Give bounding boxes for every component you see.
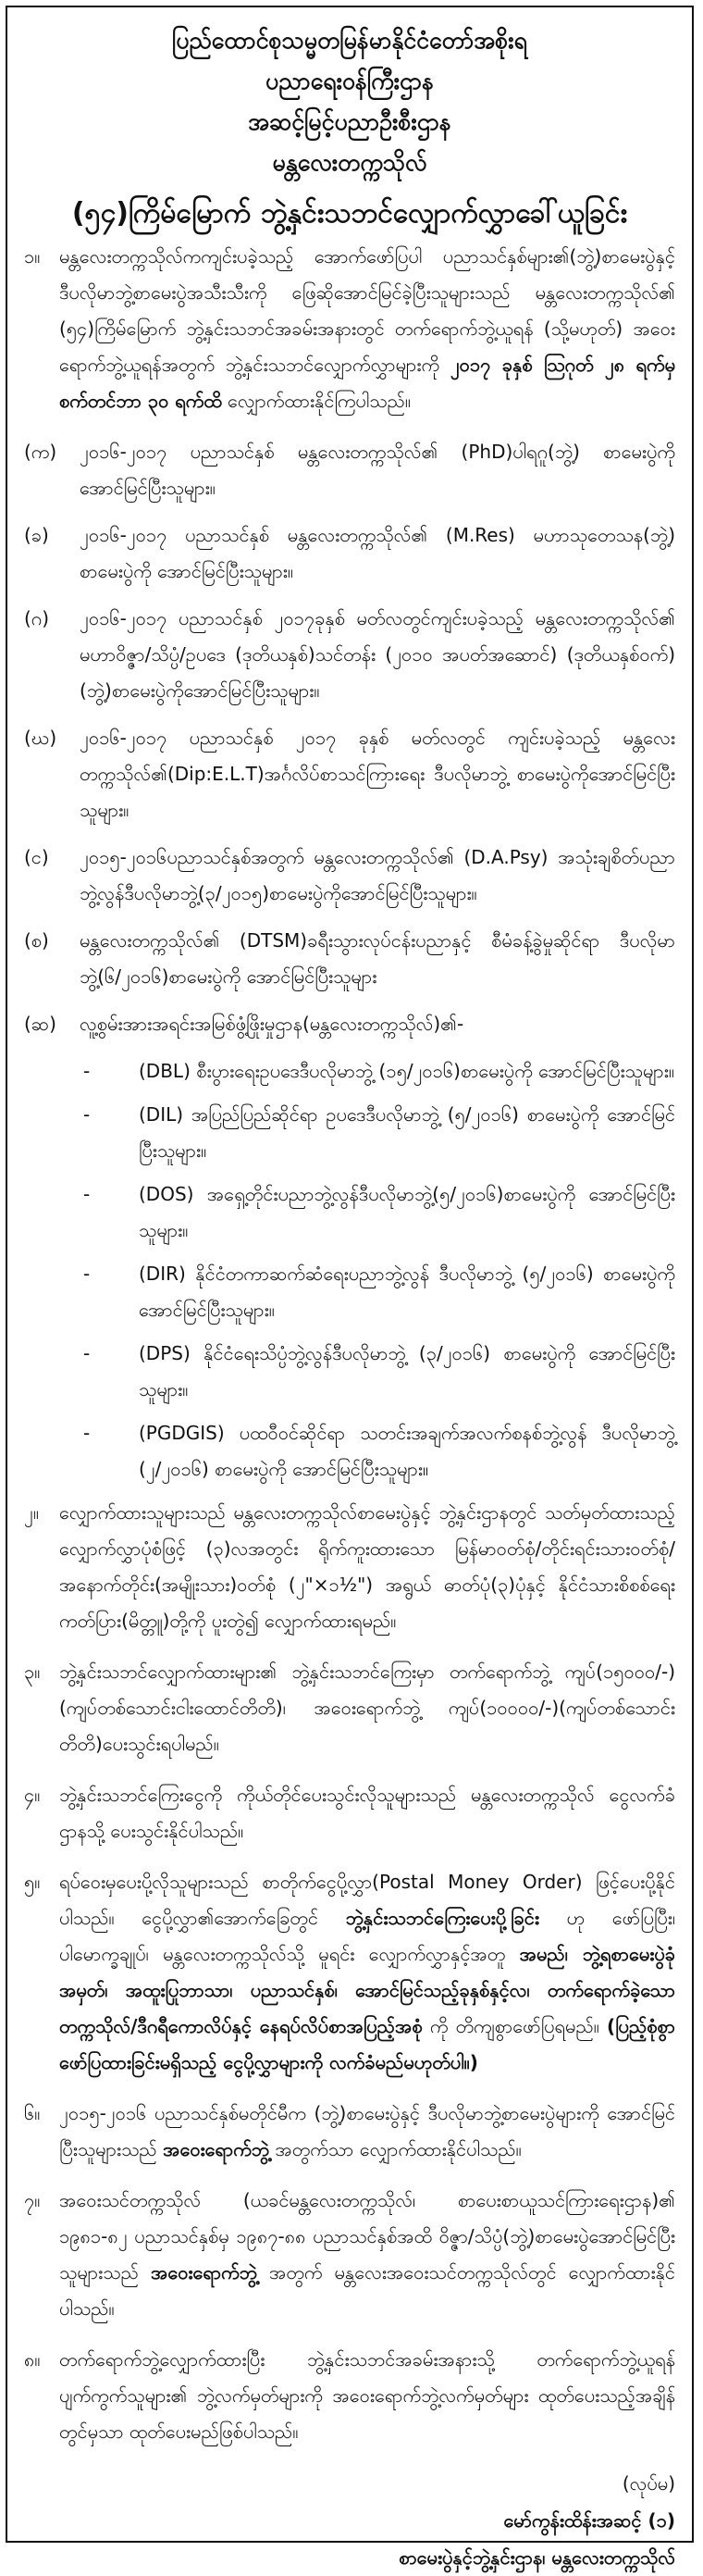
paragraph-text: တက်ရောက်ဘွဲ့လျှောက်ထားပြီး ဘွဲ့နှင်းသဘင်အခမ်းအနားသို့ တက်ရောက်ဘွဲ့ယူရန် ပျက်ကွက်သူများ၏ ဘွဲ့လက်မှတ်များကို အဝေးရောက်ဘွဲ့လက်မှတ်များ ထုတ်ပေးသည့်အချိန်တွင်မှသာ ထုတ်ပေးမည်ဖြစ်ပါသည်။ [59, 2348, 675, 2443]
item-text: ၂၀၁၆-၂၀၁၇ ပညာသင်နှစ် မန္တလေးတက္ကသိုလ်၏ (M.Res) မဟာသုတေသန(ဘွဲ့) စာမေးပွဲကို အောင်မြင်ပြီးသူများ။ [80, 524, 675, 582]
diploma-text: (DPS) နိုင်ငံရေးသိပ္ပံဘွဲ့လွန်ဒီပလိုမာဘွဲ့ (၃/၂၀၁၆) စာမေးပွဲကို အောင်မြင်ပြီးသူများ။ [139, 1342, 675, 1400]
dash-marker: - [83, 1060, 91, 1082]
diploma-text: (DBL) စီးပွားရေးဥပဒေဒီပလိုမာဘွဲ့ (၁၅/၂၀၁၆)စာမေးပွဲကို အောင်မြင်ပြီးသူများ။ [139, 1060, 674, 1082]
item-label: (ခ) [24, 524, 49, 546]
paragraph-number: ၆။ [24, 2102, 41, 2124]
paragraph-number: ၄။ [24, 1784, 41, 1806]
announcement-frame [6, 6, 694, 2569]
paragraph-text: ဘွဲ့နှင်းသဘင်လျှောက်ထားများ၏ ဘွဲ့နှင်းသဘင်ကြေးမှာ တက်ရောက်ဘွဲ့ ကျပ်(၁၅၀၀၀/-) (ကျပ်တစ်သောင်းငါးထောင်တိတိ)၊ အဝေးရောက်ဘွဲ့ ကျပ်(၁၀၀၀၀/-)(ကျပ်တစ်သောင်းတိတိ)ပေးသွင်းရပါမည်။ [59, 1661, 675, 1755]
paragraph-text: လျှောက်ထားနိုင်ကြပါသည်။ [228, 390, 411, 412]
item-label: (စ) [24, 929, 49, 952]
application-period: ၂၀၁၇ ခုနှစ် ဩဂုတ် ၂၈ ရက်မှ စက်တင်ဘာ ၃၀ ရက်ထိ [59, 354, 675, 412]
item-label: (ဃ) [24, 727, 57, 749]
paragraph-text: ရပ်ဝေးမှပေးပို့လိုသူများသည် စာတိုက်ငွေပို့လွှာ(Postal Money Order) ဖြင့်ပေးပို့နိုင်ပါသည်။ ငွေပို့လွှာ၏အောက်ခြေတွင် [59, 1871, 675, 1929]
signatory-office: စာမေးပွဲနှင့်ဘွဲ့နှင်းဌာန၊ မန္တလေးတက္ကသိုလ် [399, 2546, 675, 2569]
paragraph-text: ဘွဲ့နှင်းသဘင်ကြေးငွေကို ကိုယ်တိုင်ပေးသွင်းလိုသူများသည် မန္တလေးတက္ကသိုလ် ငွေလက်ခံဌာနသို့ ပေးသွင်းနိုင်ပါသည်။ [59, 1784, 675, 1842]
paragraph-5 [24, 1864, 675, 2081]
money-order-note: ဘွဲ့နှင်းသဘင်ကြေးပေးပို့ခြင်း [345, 1907, 539, 1929]
paragraph-text: အတွက်သာ လျှောက်ထားနိုင်ပါသည်။ [275, 2138, 522, 2160]
diploma-text: (DOS) အရှေ့တိုင်းပညာဘွဲ့လွန်ဒီပလိုမာဘွဲ့(၅/၂၀၁၆)စာမေးပွဲကို အောင်မြင်ပြီးသူများ။ [139, 1183, 675, 1241]
announcement-body [24, 239, 675, 2576]
diploma-item [83, 1415, 675, 1487]
diploma-text: (DIR) နိုင်ငံတကာဆက်ဆံရေးပညာဘွဲ့လွန် ဒီပလိုမာဘွဲ့ (၅/၂၀၁၆) စာမေးပွဲကို အောင်မြင်ပြီးသူများ။ [139, 1263, 675, 1321]
item-text: ၂၀၁၆-၂၀၁၇ ပညာသင်နှစ် ၂၀၁၇ခုနှစ် မတ်လတွင်ကျင်းပခဲ့သည့် မန္တလေးတက္ကသိုလ်၏ မဟာဝိဇ္ဇာ/သိပ္ပံ/ဥပဒေ (ဒုတိယနှစ်)သင်တန်း (၂၀၁၀ အပတ်အဆောင်) (ဒုတိယနှစ်ဝက်) (ဘွဲ့)စာမေးပွဲကိုအောင်မြင်ပြီးသူများ။ [80, 607, 675, 702]
department-title: အဆင့်မြင့်ပညာဦးစီးဌာန [248, 108, 451, 135]
paragraph-8 [24, 2342, 675, 2450]
diploma-item [83, 1336, 675, 1408]
university-title: မန္တလေးတက္ကသိုလ် [272, 149, 427, 176]
dash-marker: - [83, 1422, 91, 1444]
paragraph-number: ၂။ [24, 1501, 39, 1524]
ministry-title: ပညာရေးဝန်ကြီးဌာန [265, 68, 435, 94]
item-text: ၂၀၁၆-၂၀၁၇ ပညာသင်နှစ် ၂၀၁၇ ခုနှစ် မတ်လတွင် ကျင်းပခဲ့သည့် မန္တလေးတက္ကသိုလ်၏(Dip:E.L.T)အင်္ဂလိပ်စာသင်ကြားရေး ဒီပလိုမာဘွဲ့ စာမေးပွဲကိုအောင်မြင်ပြီးသူများ။ [80, 727, 675, 821]
paragraph-text: အတွက် မန္တလေးအဝေးသင်တက္ကသိုလ်တွင် လျှောက်ထားနိုင်ပါသည်။ [59, 2261, 676, 2320]
paragraph-3 [24, 1654, 675, 1762]
item-label: (ဂ) [24, 607, 50, 629]
diploma-text: (DIL) အပြည်ပြည်ဆိုင်ရာ ဥပဒေဒီပလိုမာဘွဲ့ (၅/၂၀၁၆) စာမေးပွဲကို အောင်မြင်ပြီးသူများ။ [139, 1103, 675, 1162]
dash-marker: - [83, 1183, 91, 1205]
paragraph-2 [24, 1495, 675, 1639]
item-text: မန္တလေးတက္ကသိုလ်၏ (DTSM)ခရီးသွားလုပ်ငန်းပညာနှင့် စီမံခန့်ခွဲမှုဆိုင်ရာ ဒီပလိုမာဘွဲ့(၆/၂၀၁၆)စာမေးပွဲကို အောင်မြင်ပြီးသူများ [80, 929, 675, 988]
item-text: ၂၀၁၆-၂၀၁၇ ပညာသင်နှစ် မန္တလေးတက္ကသိုလ်၏ (PhD)ပါရဂူ(ဘွဲ့) စာမေးပွဲကို အောင်မြင်ပြီးသူများ။ [80, 441, 675, 499]
diploma-item [83, 1097, 675, 1169]
announcement-header [24, 20, 675, 239]
diploma-text: (PGDGIS) ပထဝီဝင်ဆိုင်ရာ သတင်းအချက်အလက်စနစ်ဘွဲ့လွန် ဒီပလိုမာဘွဲ့ (၂/၂၀၁၆) စာမေးပွဲကို အောင်မြင်ပြီးသူများ။ [139, 1422, 675, 1480]
paragraph-6 [24, 2096, 675, 2168]
paragraph-7 [24, 2183, 675, 2327]
signed-mark: (လုပ်မ) [622, 2472, 675, 2495]
diploma-list [83, 1053, 675, 1487]
paragraph-number: ၅။ [24, 1871, 41, 1893]
required-details: အမည်၊ ဘွဲ့ရစာမေးပွဲခုံအမှတ်၊ အထူးပြုဘာသာ၊ ပညာသင်နှစ်၊ အောင်မြင်သည့်ခုနှစ်နှင့်လ၊ တက်ရောက်ခဲ့သော တက္ကသိုလ်/ဒီဂရီကောလိပ်နှင့် နေရပ်လိပ်စာအပြည့်အစုံ [59, 1943, 676, 2037]
rejection-note: (ပြည့်စုံစွာဖော်ပြထားခြင်းမရှိသည့် ငွေပို့လွှာများကို လက်ခံမည်မဟုတ်ပါ။) [59, 2015, 676, 2073]
signature-block [24, 2465, 675, 2576]
eligibility-item [24, 601, 675, 709]
paragraph-text: လျှောက်ထားသူများသည် မန္တလေးတက္ကသိုလ်စာမေးပွဲနှင့် ဘွဲ့နှင်းဌာနတွင် သတ်မှတ်ထားသည့် လျှောက်လွှာပုံစံဖြင့် (၃)လအတွင်း ရိုက်ကူးထားသော မြန်မာဝတ်စုံ/တိုင်းရင်းသားဝတ်စုံ/အနောက်တိုင်း(အမျိုးသား)ဝတ်စုံ (၂"×၁½") အရွယ် ဓာတ်ပုံ(၃)ပုံနှင့် နိုင်ငံသားစိစစ်ရေးကတ်ပြား(မိတ္တူ)တို့ကို ပူးတွဲ၍ လျှောက်ထားရမည်။ [59, 1501, 675, 1632]
diploma-item [83, 1256, 675, 1328]
dash-marker: - [83, 1263, 91, 1285]
paragraph-number: ၇။ [24, 2189, 41, 2211]
eligibility-item [24, 517, 675, 590]
dash-marker: - [83, 1342, 91, 1364]
paragraph-text: ကို တိကျစွာဖော်ပြရမည်။ [429, 2015, 599, 2037]
paragraph-text: ဟု ဖော်ပြပြီး၊ ပါမောက္ခချုပ်၊ မန္တလေးတက္ကသိုလ်သို့ မူရင်း လျှောက်လွှာနှင့်အတူ [59, 1907, 676, 1965]
eligibility-item [24, 923, 675, 995]
eligibility-item [24, 720, 675, 828]
diploma-item [83, 1053, 675, 1089]
paragraph-text: ၂၀၁၅-၂၀၁၆ ပညာသင်နှစ်မတိုင်မီက (ဘွဲ့)စာမေးပွဲနှင့် ဒီပလိုမာဘွဲ့စာမေးပွဲများကို အောင်မြင်ပြီးသူများသည် [59, 2102, 675, 2160]
absentia-degree: အဝေးရောက်ဘွဲ့ [163, 2138, 270, 2160]
paragraph-number: ၈။ [24, 2348, 41, 2371]
paragraph-1 [24, 239, 675, 419]
eligibility-item [24, 434, 675, 506]
paragraph-text: အဝေးသင်တက္ကသိုလ် (ယခင်မန္တလေးတက္ကသိုလ်၊ စာပေးစာယူသင်ကြားရေးဌာန)၏ ၁၉၈၁-၈၂ ပညာသင်နှစ်မှ ၁၉၈၇-၈၈ ပညာသင်နှစ်အထိ ဝိဇ္ဇာ/သိပ္ပံ(ဘွဲ့)စာမေးပွဲအောင်မြင်ပြီးသူများသည် [59, 2189, 675, 2284]
item-label: (က) [24, 441, 57, 463]
paragraph-number: ၃။ [24, 1661, 41, 1683]
item-text: လူ့စွမ်းအားအရင်းအမြစ်ဖွံ့ဖြိုးမှုဌာန(မန္တလေးတက္ကသိုလ်)၏- [80, 1013, 464, 1035]
item-label: (ဆ) [24, 1013, 56, 1035]
paragraph-4 [24, 1777, 675, 1849]
item-label: (င) [24, 846, 49, 868]
eligibility-item [24, 1006, 675, 1042]
eligibility-item [24, 840, 675, 912]
announcement-title: (၅၄)ကြိမ်မြောက် ဘွဲ့နှင်းသဘင်လျှောက်လွှာခေါ်ယူခြင်း [71, 197, 628, 230]
absentia-degree: အဝေးရောက်ဘွဲ့ [150, 2261, 257, 2284]
paragraph-number: ၁။ [24, 245, 41, 268]
dash-marker: - [83, 1103, 91, 1126]
signatory-title: မော်ကွန်းထိန်းအဆင့် (၁) [503, 2509, 675, 2532]
paragraph-text: မန္တလေးတက္ကသိုလ်ကကျင်းပခဲ့သည့် အောက်ဖော်ပြပါ ပညာသင်နှစ်များ၏(ဘွဲ့)စာမေးပွဲနှင့် ဒီပလိုမာဘွဲ့စာမေးပွဲအသီးသီးကို ဖြေဆိုအောင်မြင်ခဲ့ပြီးသူများသည် မန္တလေးတက္ကသိုလ်၏ (၅၄)ကြိမ်မြောက် ဘွဲ့နှင်းသဘင်အခမ်းအနားတွင် တက်ရောက်ဘွဲ့ယူရန် (သို့မဟုတ်) အဝေးရောက်ဘွဲ့ယူရန်အတွက် ဘွဲ့နှင်းသဘင်လျှောက်လွှာများကို [59, 245, 675, 376]
diploma-item [83, 1176, 675, 1249]
item-text: ၂၀၁၅-၂၀၁၆ပညာသင်နှစ်အတွက် မန္တလေးတက္ကသိုလ်၏ (D.A.Psy) အသုံးချစိတ်ပညာ ဘွဲ့လွန်ဒီပလိုမာဘွဲ့(၃/၂၀၁၅)စာမေးပွဲကိုအောင်မြင်ပြီးသူများ။ [80, 846, 675, 904]
government-title: ပြည်ထောင်စုသမ္မတမြန်မာနိုင်ငံတော်အစိုးရ [172, 27, 527, 54]
